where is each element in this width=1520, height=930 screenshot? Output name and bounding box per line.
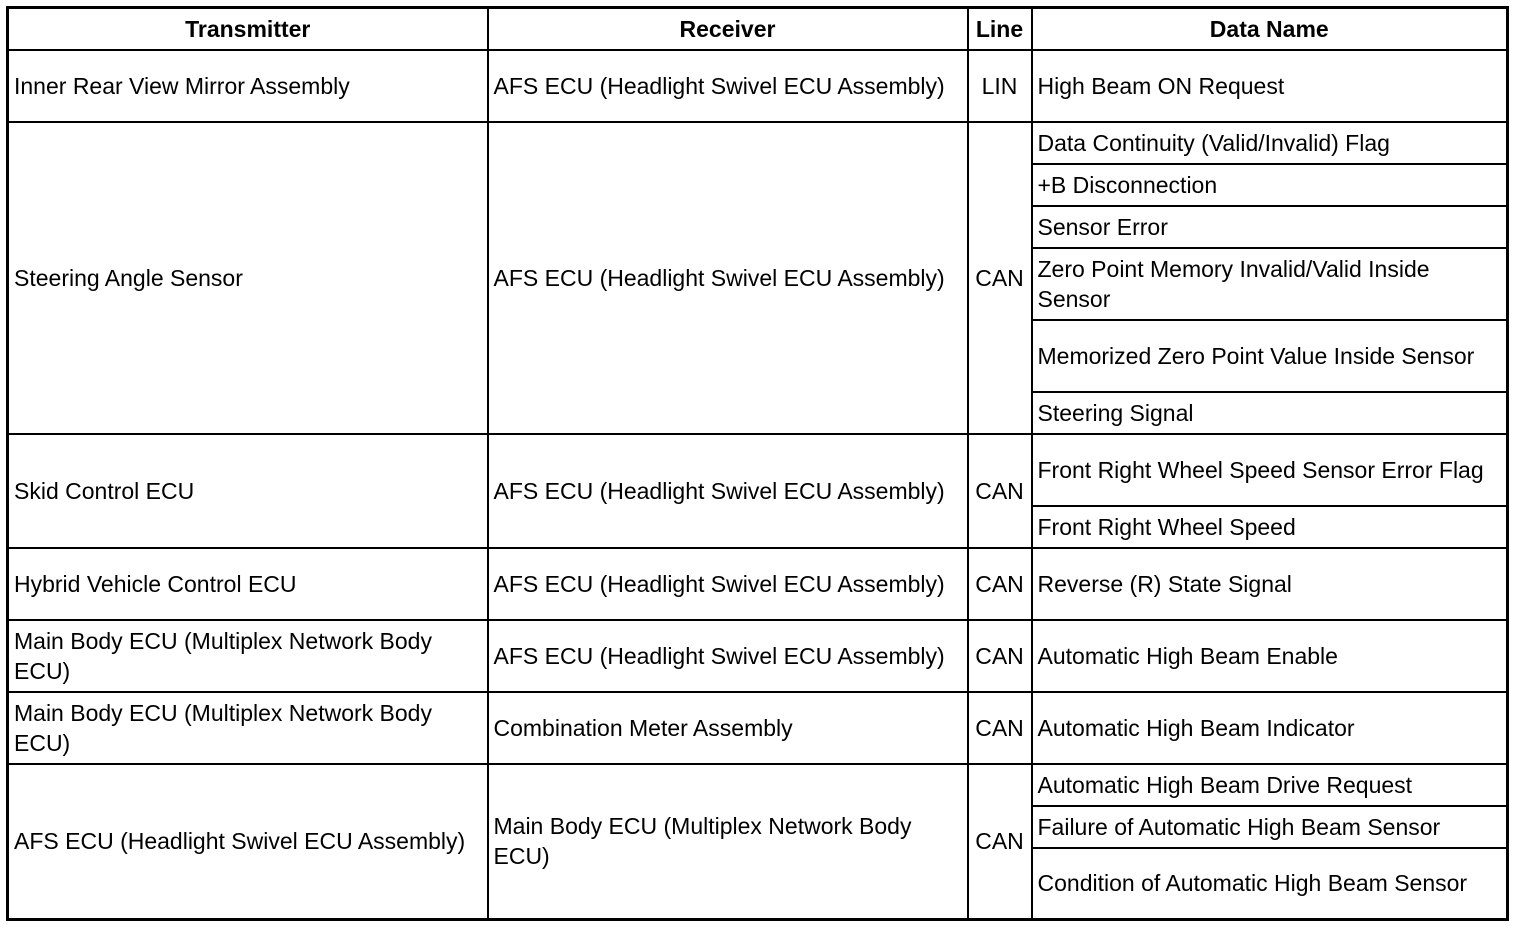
data-name-cell: Automatic High Beam Enable <box>1032 620 1508 692</box>
transmitter-cell: Skid Control ECU <box>8 434 488 548</box>
line-cell: CAN <box>968 764 1032 920</box>
communication-table <box>6 6 1509 921</box>
transmitter-cell: Main Body ECU (Multiplex Network Body ECU) <box>8 620 488 692</box>
data-name-cell: Memorized Zero Point Value Inside Sensor <box>1032 320 1508 392</box>
data-name-cell: Steering Signal <box>1032 392 1508 434</box>
data-name-cell: Data Continuity (Valid/Invalid) Flag <box>1032 122 1508 164</box>
data-name-cell: Automatic High Beam Drive Request <box>1032 764 1508 806</box>
data-name-cell: Front Right Wheel Speed Sensor Error Flag <box>1032 434 1508 506</box>
table-row <box>8 434 1508 506</box>
table-row <box>8 548 1508 620</box>
data-name-cell: High Beam ON Request <box>1032 50 1508 122</box>
data-name-cell: Failure of Automatic High Beam Sensor <box>1032 806 1508 848</box>
data-name-cell: Reverse (R) State Signal <box>1032 548 1508 620</box>
data-name-cell: Automatic High Beam Indicator <box>1032 692 1508 764</box>
data-name-cell: Sensor Error <box>1032 206 1508 248</box>
table-row <box>8 122 1508 164</box>
transmitter-cell: Main Body ECU (Multiplex Network Body ECU) <box>8 692 488 764</box>
data-name-cell: +B Disconnection <box>1032 164 1508 206</box>
line-cell: CAN <box>968 122 1032 434</box>
line-cell: CAN <box>968 692 1032 764</box>
table-wrapper <box>6 6 1509 921</box>
receiver-cell: AFS ECU (Headlight Swivel ECU Assembly) <box>488 122 968 434</box>
data-name-cell: Condition of Automatic High Beam Sensor <box>1032 848 1508 920</box>
transmitter-cell: Inner Rear View Mirror Assembly <box>8 50 488 122</box>
receiver-cell: AFS ECU (Headlight Swivel ECU Assembly) <box>488 620 968 692</box>
header-receiver: Receiver <box>488 8 968 50</box>
table-row <box>8 50 1508 122</box>
data-name-cell: Front Right Wheel Speed <box>1032 506 1508 548</box>
line-cell: CAN <box>968 620 1032 692</box>
data-name-cell: Zero Point Memory Invalid/Valid Inside Sensor <box>1032 248 1508 320</box>
receiver-cell: AFS ECU (Headlight Swivel ECU Assembly) <box>488 50 968 122</box>
header-row <box>8 8 1508 50</box>
transmitter-cell: Steering Angle Sensor <box>8 122 488 434</box>
table-row <box>8 692 1508 764</box>
header-data-name: Data Name <box>1032 8 1508 50</box>
table-row <box>8 764 1508 806</box>
receiver-cell: AFS ECU (Headlight Swivel ECU Assembly) <box>488 434 968 548</box>
receiver-cell: Combination Meter Assembly <box>488 692 968 764</box>
table-row <box>8 620 1508 692</box>
line-cell: LIN <box>968 50 1032 122</box>
receiver-cell: AFS ECU (Headlight Swivel ECU Assembly) <box>488 548 968 620</box>
header-line: Line <box>968 8 1032 50</box>
line-cell: CAN <box>968 548 1032 620</box>
line-cell: CAN <box>968 434 1032 548</box>
header-transmitter: Transmitter <box>8 8 488 50</box>
transmitter-cell: Hybrid Vehicle Control ECU <box>8 548 488 620</box>
transmitter-cell: AFS ECU (Headlight Swivel ECU Assembly) <box>8 764 488 920</box>
receiver-cell: Main Body ECU (Multiplex Network Body ECU) <box>488 764 968 920</box>
